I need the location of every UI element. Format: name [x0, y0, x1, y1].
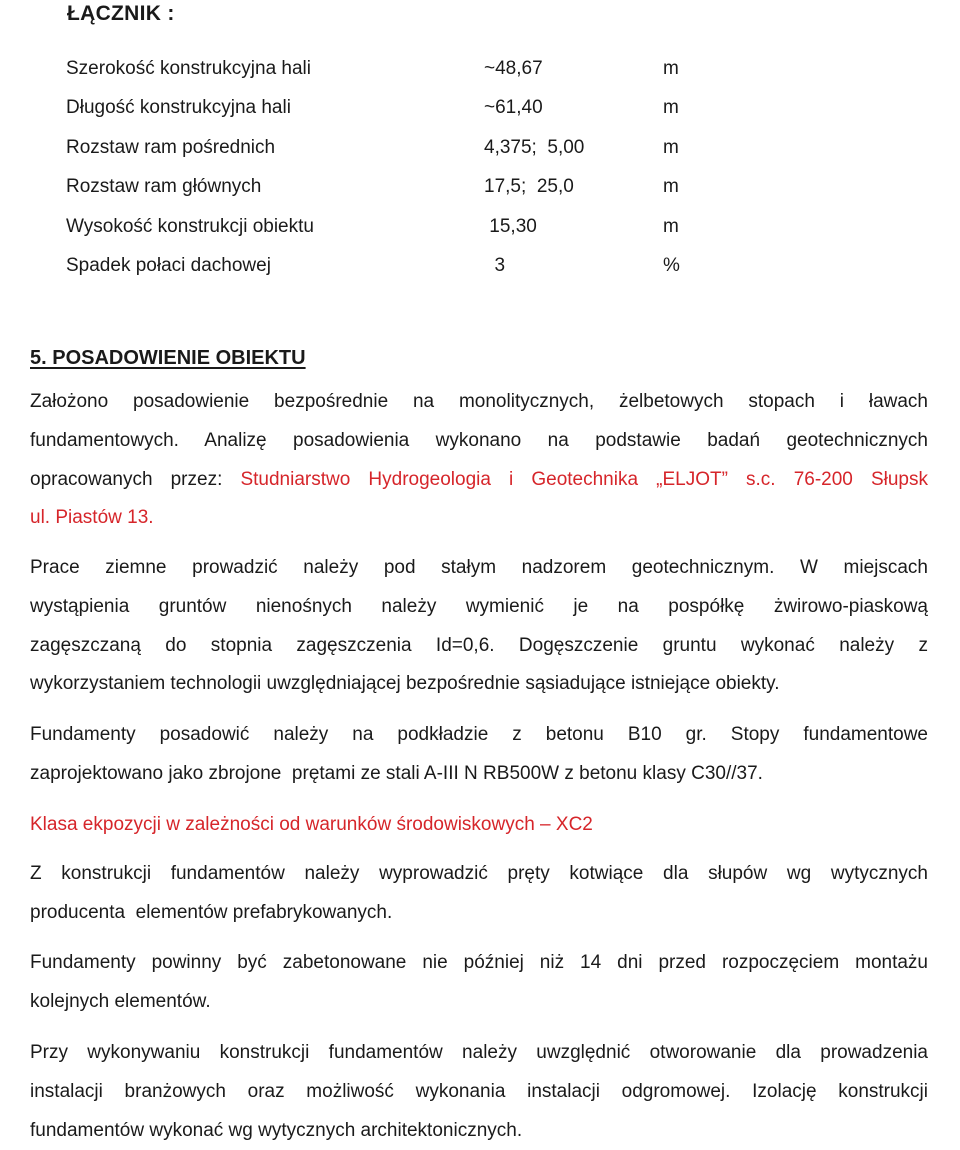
paragraph-earthworks [30, 549, 928, 704]
spec-unit: m [663, 136, 679, 158]
paragraph-concreting-deadline [30, 944, 928, 1022]
section-title: 5. POSADOWIENIE OBIEKTU [30, 347, 306, 369]
paragraph-exposure-class [30, 806, 928, 845]
spec-label: Szerokość konstrukcyjna hali [66, 58, 311, 79]
text-line: fundamentowych. Analizę posadowienia wykonano na podstawie badań geotechnicznych [30, 429, 928, 451]
spec-label: Długość konstrukcyjna hali [66, 97, 291, 119]
text-line: Fundamenty powinny być zabetonowane nie później niż 14 dni przed rozpoczęciem montażu [30, 952, 928, 973]
paragraph-installations [30, 1034, 928, 1150]
spec-unit: m [663, 215, 679, 237]
text-line: wystąpienia gruntów nienośnych należy wymienić je na pospółkę żwirowo-piaskową [30, 595, 928, 617]
spec-unit: m [663, 97, 679, 119]
spec-table [66, 55, 766, 291]
spec-value: ~48,67 [484, 58, 543, 79]
text-line: kolejnych elementów. [30, 990, 211, 1012]
paragraph-foundation-intro [30, 383, 928, 538]
spec-value: ~61,40 [484, 97, 543, 119]
spec-row [66, 134, 766, 173]
spec-row [66, 252, 766, 291]
spec-row [66, 173, 766, 212]
paragraph-anchor-bars [30, 855, 928, 933]
spec-unit: m [663, 176, 679, 198]
paragraph-footings [30, 716, 928, 794]
spec-label: Rozstaw ram pośrednich [66, 136, 276, 158]
spec-row [66, 213, 766, 252]
text-segment: opracowanych przez: [30, 468, 241, 490]
spec-row [66, 94, 766, 133]
exposure-class-text: Klasa ekpozycji w zależności od warunków środowiskowych – XC2 [30, 814, 593, 835]
text-line [30, 461, 928, 500]
text-line: instalacji branżowych oraz możliwość wykonania instalacji odgromowej. Izolację konstrukcji [30, 1080, 928, 1102]
spec-unit: m [663, 58, 679, 79]
text-line: Fundamenty posadowić należy na podkładzie z betonu B10 gr. Stopy fundamentowe [30, 724, 928, 745]
spec-row [66, 55, 766, 94]
spec-value: 17,5; 25,0 [484, 176, 574, 198]
spec-label: Rozstaw ram głównych [66, 176, 262, 198]
text-line: Z konstrukcji fundamentów należy wyprowadzić pręty kotwiące dla słupów wg wytycznych [30, 863, 928, 884]
spec-unit: % [663, 254, 680, 276]
text-line: producenta elementów prefabrykowanych. [30, 901, 393, 923]
spec-label: Wysokość konstrukcji obiektu [66, 215, 314, 237]
spec-label: Spadek połaci dachowej [66, 254, 271, 276]
connector-heading: ŁĄCZNIK : [67, 2, 175, 25]
spec-value: 4,375; 5,00 [484, 136, 585, 158]
spec-value: 15,30 [484, 215, 537, 237]
text-line: zagęszczaną do stopnia zagęszczenia Id=0,6. Dogęszczenie gruntu wykonać należy z [30, 634, 928, 656]
spec-value: 3 [484, 254, 506, 276]
geotech-company-name: Studniarstwo Hydrogeologia i Geotechnika „ELJOT” s.c. 76-200 Słupsk [240, 468, 928, 490]
geotech-company-address: ul. Piastów 13. [30, 507, 154, 529]
text-line: Założono posadowienie bezpośrednie na monolitycznych, żelbetowych stopach i ławach [30, 391, 928, 412]
text-line: zaprojektowano jako zbrojone prętami ze stali A-III N RB500W z betonu klasy C30//37. [30, 762, 763, 784]
text-line: fundamentów wykonać wg wytycznych architektonicznych. [30, 1119, 523, 1141]
text-line: wykorzystaniem technologii uwzględniającej bezpośrednie sąsiadujące istniejące obiekty. [30, 673, 780, 695]
text-line: Przy wykonywaniu konstrukcji fundamentów należy uwzględnić otworowanie dla prowadzenia [30, 1042, 928, 1063]
text-line: Prace ziemne prowadzić należy pod stałym nadzorem geotechnicznym. W miejscach [30, 557, 928, 578]
